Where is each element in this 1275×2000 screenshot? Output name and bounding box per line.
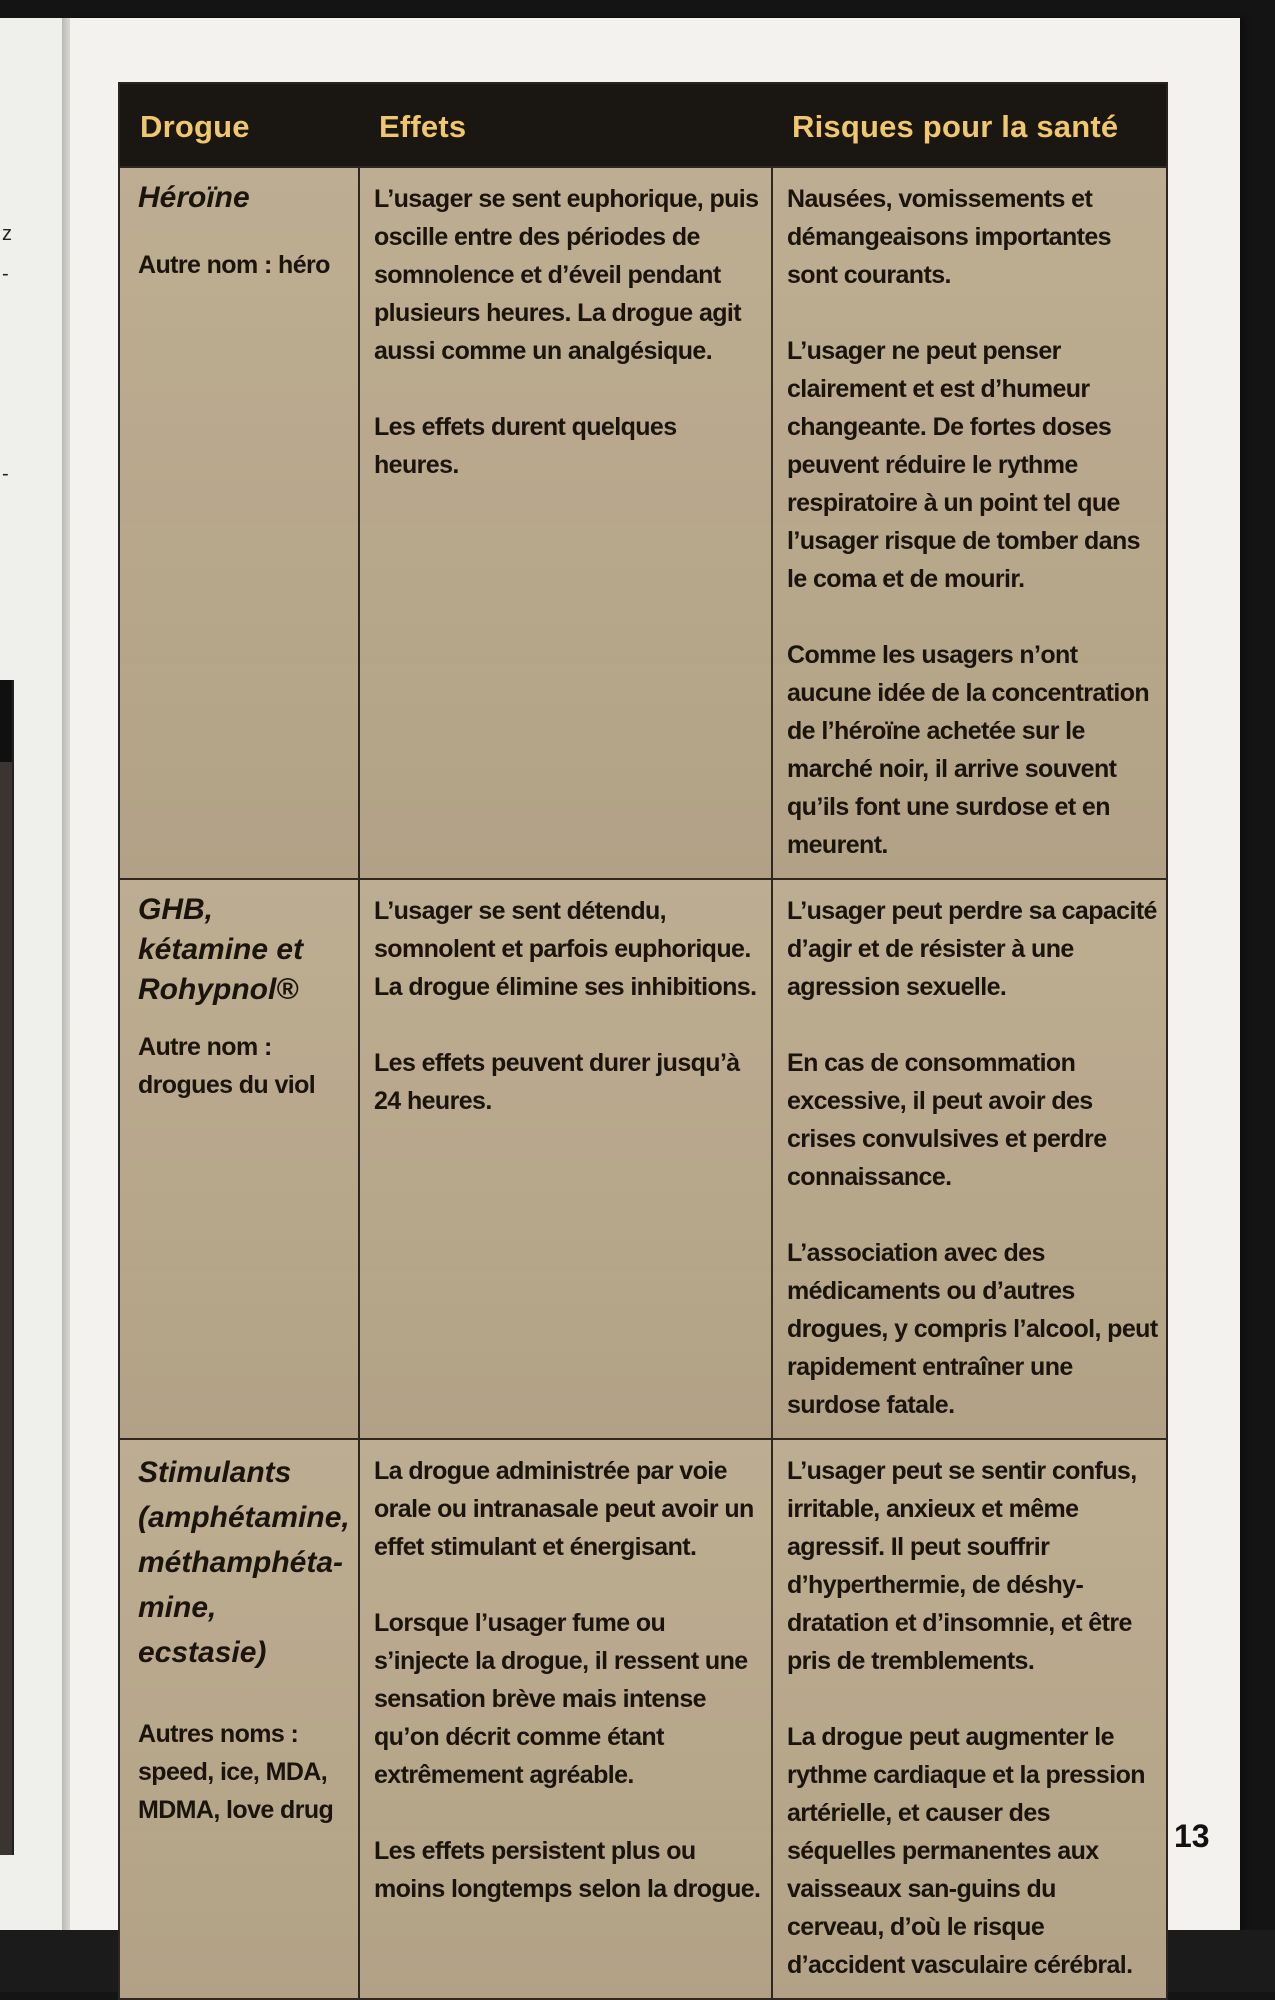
table-header-row [119, 83, 1167, 167]
drug-cell [119, 879, 359, 1439]
risks-paragraph: L’usager peut se sentir confus, irritable, anxieux et même agressif. Il peut souffrir d’hyperthermie, de déshy-dratation et d’insomnie, et être pris de tremblements. [787, 1457, 1137, 1675]
risks-cell [772, 1439, 1167, 1999]
drug-cell [119, 167, 359, 879]
effects-cell [359, 1439, 772, 1999]
drug-name: Héroïne [138, 181, 250, 214]
risks-paragraph: L’usager peut perdre sa capacité d’agir et de résister à une agression sexuelle. [787, 897, 1157, 1001]
drug-cell [119, 1439, 359, 1999]
left-page-glyph: - [2, 263, 9, 285]
risks-paragraph: Nausées, vomissements et démangeaisons importantes sont courants. [787, 185, 1111, 289]
table-row [119, 167, 1167, 879]
table-row [119, 879, 1167, 1439]
risks-paragraph: La drogue peut augmenter le rythme cardiaque et la pression artérielle, et causer des séquelles permanentes aux vaisseaux san-guins du cerveau, d’où le risque d’accident vasculaire cérébral. [787, 1723, 1145, 1979]
effects-paragraph: Lorsque l’usager fume ou s’injecte la drogue, il ressent une sensation brève mais intense qu’on décrit comme étant extrêmement agréable. [374, 1609, 748, 1789]
drug-table [118, 82, 1168, 2000]
header-effects: Effets [359, 83, 772, 167]
header-drug: Drogue [119, 83, 359, 167]
left-page-header-edge [0, 680, 12, 762]
effects-paragraph: Les effets durent quelques heures. [374, 413, 677, 479]
risks-cell [772, 879, 1167, 1439]
drug-alias: Autres noms : speed, ice, MDA, MDMA, love drug [138, 1720, 334, 1824]
table-row [119, 1439, 1167, 1999]
left-page-glyph: - [2, 463, 9, 485]
left-page-glyph: z [2, 223, 12, 245]
effects-paragraph: Les effets persistent plus ou moins longtemps selon la drogue. [374, 1837, 761, 1903]
page-number: 13 [1170, 1814, 1216, 1858]
effects-paragraph: L’usager se sent détendu, somnolent et parfois euphorique. La drogue élimine ses inhibitions. [374, 897, 757, 1001]
risks-paragraph: En cas de consommation excessive, il peut avoir des crises convulsives et perdre connaissance. [787, 1049, 1107, 1191]
effects-cell [359, 167, 772, 879]
effects-paragraph: Les effets peuvent durer jusqu’à 24 heures. [374, 1049, 740, 1115]
drug-alias: Autre nom : drogues du viol [138, 1033, 316, 1099]
effects-cell [359, 879, 772, 1439]
effects-paragraph: L’usager se sent euphorique, puis oscille entre des périodes de somnolence et d’éveil pendant plusieurs heures. La drogue agit aussi comme un analgésique. [374, 185, 759, 365]
risks-paragraph: L’usager ne peut penser clairement et est d’humeur changeante. De fortes doses peuvent réduire le rythme respiratoire à un point tel que l’usager risque de tomber dans le coma et de mourir. [787, 337, 1140, 593]
drug-alias: Autre nom : héro [138, 251, 330, 279]
risks-paragraph: Comme les usagers n’ont aucune idée de la concentration de l’héroïne achetée sur le marché noir, il arrive souvent qu’ils font une surdose et en meurent. [787, 641, 1150, 859]
header-health-risks: Risques pour la santé [772, 83, 1167, 167]
risks-paragraph: L’association avec des médicaments ou d’autres drogues, y compris l’alcool, peut rapidement entraîner une surdose fatale. [787, 1239, 1158, 1419]
left-page-edge [0, 18, 64, 1978]
drug-name: GHB, kétamine et Rohypnol® [138, 893, 304, 1006]
drug-name: Stimulants (amphétamine, méthamphéta-mine, ecstasie) [138, 1456, 350, 1669]
left-page-table-edge [0, 680, 14, 1855]
risks-cell [772, 167, 1167, 879]
effects-paragraph: La drogue administrée par voie orale ou intranasale peut avoir un effet stimulant et énergisant. [374, 1457, 754, 1561]
